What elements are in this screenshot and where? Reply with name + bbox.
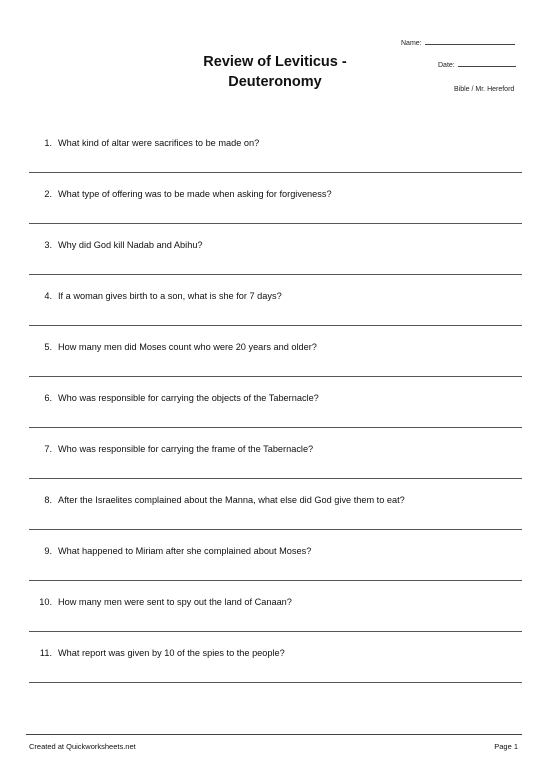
question-text bbox=[35, 443, 313, 455]
question-text bbox=[35, 392, 319, 404]
teacher-label: Bible / Mr. Hereford bbox=[454, 86, 515, 93]
question-prompt: What type of offering was to be made when asking for forgiveness? bbox=[58, 189, 332, 199]
answer-line bbox=[29, 478, 522, 479]
question-text bbox=[35, 188, 332, 200]
question-prompt: If a woman gives birth to a son, what is she for 7 days? bbox=[58, 291, 282, 301]
question-text bbox=[35, 494, 405, 506]
question-number: 4. bbox=[44, 291, 52, 301]
question-prompt: Who was responsible for carrying the frame of the Tabernacle? bbox=[58, 444, 314, 454]
title-line-2: Deuteronomy bbox=[228, 74, 322, 90]
worksheet-title bbox=[170, 52, 380, 92]
footer-credit: Created at Quickworksheets.net bbox=[29, 742, 136, 751]
question-text bbox=[35, 239, 203, 251]
question-prompt: After the Israelites complained about the Manna, what else did God give them to eat? bbox=[58, 495, 405, 505]
answer-line bbox=[29, 529, 522, 530]
question-prompt: What kind of altar were sacrifices to be made on? bbox=[58, 138, 260, 148]
question-text bbox=[35, 545, 311, 557]
answer-line bbox=[29, 274, 522, 275]
date-blank bbox=[458, 66, 516, 67]
question-prompt: How many men were sent to spy out the land of Canaan? bbox=[58, 597, 292, 607]
question-number: 6. bbox=[44, 393, 52, 403]
question-number: 8. bbox=[44, 495, 52, 505]
answer-line bbox=[29, 223, 522, 224]
question-prompt: What happened to Miriam after she complained about Moses? bbox=[58, 546, 312, 556]
answer-line bbox=[29, 172, 522, 173]
question-prompt: How many men did Moses count who were 20 years and older? bbox=[58, 342, 317, 352]
answer-line bbox=[29, 580, 522, 581]
question-number: 7. bbox=[44, 444, 52, 454]
answer-line bbox=[29, 682, 522, 683]
name-row bbox=[401, 40, 515, 47]
answer-line bbox=[29, 325, 522, 326]
question-text bbox=[35, 647, 285, 659]
question-number: 1. bbox=[44, 138, 52, 148]
question-text bbox=[35, 137, 259, 149]
answer-line bbox=[29, 376, 522, 377]
question-number: 10. bbox=[39, 597, 52, 607]
question-prompt: Why did God kill Nadab and Abihu? bbox=[58, 240, 203, 250]
date-label: Date: bbox=[438, 62, 455, 69]
date-row bbox=[438, 62, 516, 69]
question-number: 2. bbox=[44, 189, 52, 199]
answer-line bbox=[29, 427, 522, 428]
question-prompt: Who was responsible for carrying the objects of the Tabernacle? bbox=[58, 393, 319, 403]
question-number: 3. bbox=[44, 240, 52, 250]
page-number: Page 1 bbox=[494, 742, 518, 751]
title-line-1: Review of Leviticus - bbox=[203, 54, 347, 70]
question-prompt: What report was given by 10 of the spies to the people? bbox=[58, 648, 285, 658]
question-number: 5. bbox=[44, 342, 52, 352]
footer-divider bbox=[26, 734, 522, 735]
answer-line bbox=[29, 631, 522, 632]
question-number: 9. bbox=[44, 546, 52, 556]
question-text bbox=[35, 290, 282, 302]
question-text bbox=[35, 341, 317, 353]
name-blank bbox=[425, 44, 515, 45]
question-text bbox=[35, 596, 292, 608]
question-number: 11. bbox=[39, 648, 52, 658]
name-label: Name: bbox=[401, 40, 422, 47]
